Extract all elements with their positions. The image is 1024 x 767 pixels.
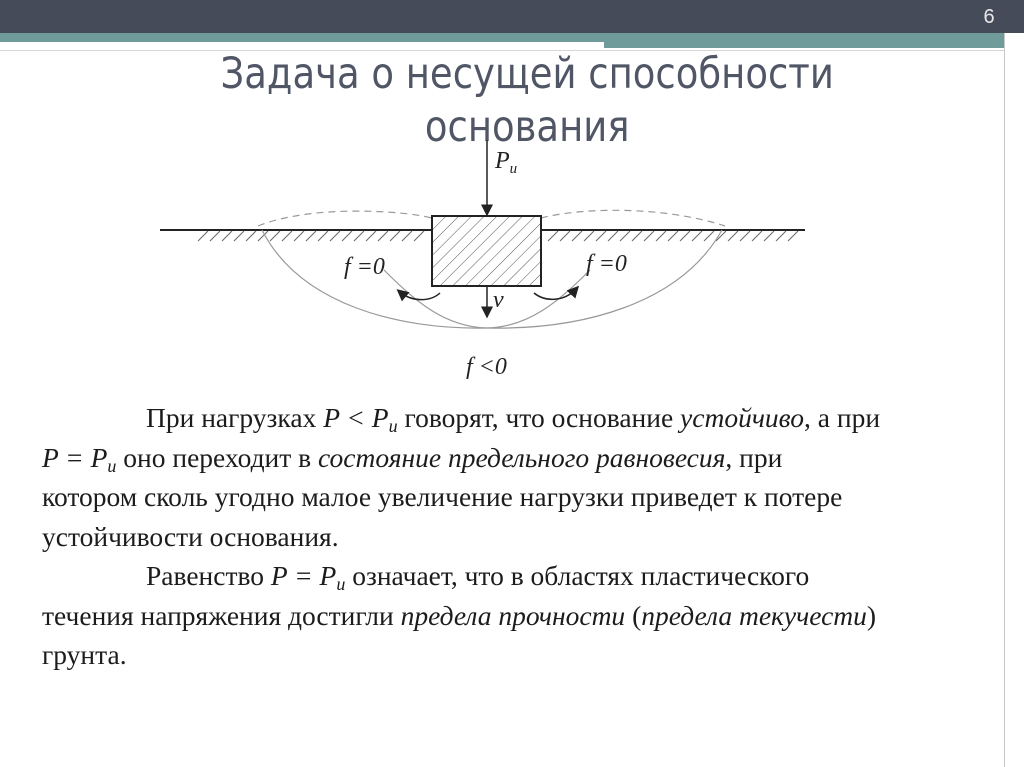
equality-formula: $P = P_u$	[42, 441, 117, 476]
paragraph-1: При нагрузках $P < P_u$ говорят, что основание устойчиво, а при $P = P_u$ оно переходит в состояние предельного равновесия, при котором сколь угодно малое увеличение нагрузки приведет к потере устойчивости основания.	[42, 402, 881, 552]
paragraph-2: Равенство $P = P_u$ означает, что в областях пластического течения напряжения достигли предела прочности (предела текучести) грунта.	[42, 560, 877, 670]
f-zero-left-label: f =0	[344, 254, 385, 280]
load-label: $P_u$	[495, 148, 518, 177]
footing-block	[432, 216, 541, 286]
term-strength-limit: предела прочности	[400, 599, 626, 631]
f-zero-right-label: f =0	[586, 251, 627, 277]
page-number: 6	[983, 6, 995, 28]
f-negative-label: f <0	[466, 354, 507, 380]
title-line-2: основания	[424, 102, 630, 152]
velocity-label: v	[493, 287, 504, 313]
term-yield-limit: предела текучести	[641, 599, 867, 631]
rotation-arrow-right	[534, 289, 576, 299]
inequality-formula: $P < P_u$	[323, 402, 398, 436]
slide-body	[42, 398, 882, 675]
title-line-1: Задача о несущей способности	[220, 49, 834, 99]
equality-formula-2: $P = P_u$	[270, 560, 346, 594]
rotation-arrow-left	[400, 292, 440, 300]
term-limit-equilibrium: состояние предельного равновесия	[318, 441, 726, 473]
term-stable: устойчиво	[680, 402, 805, 433]
